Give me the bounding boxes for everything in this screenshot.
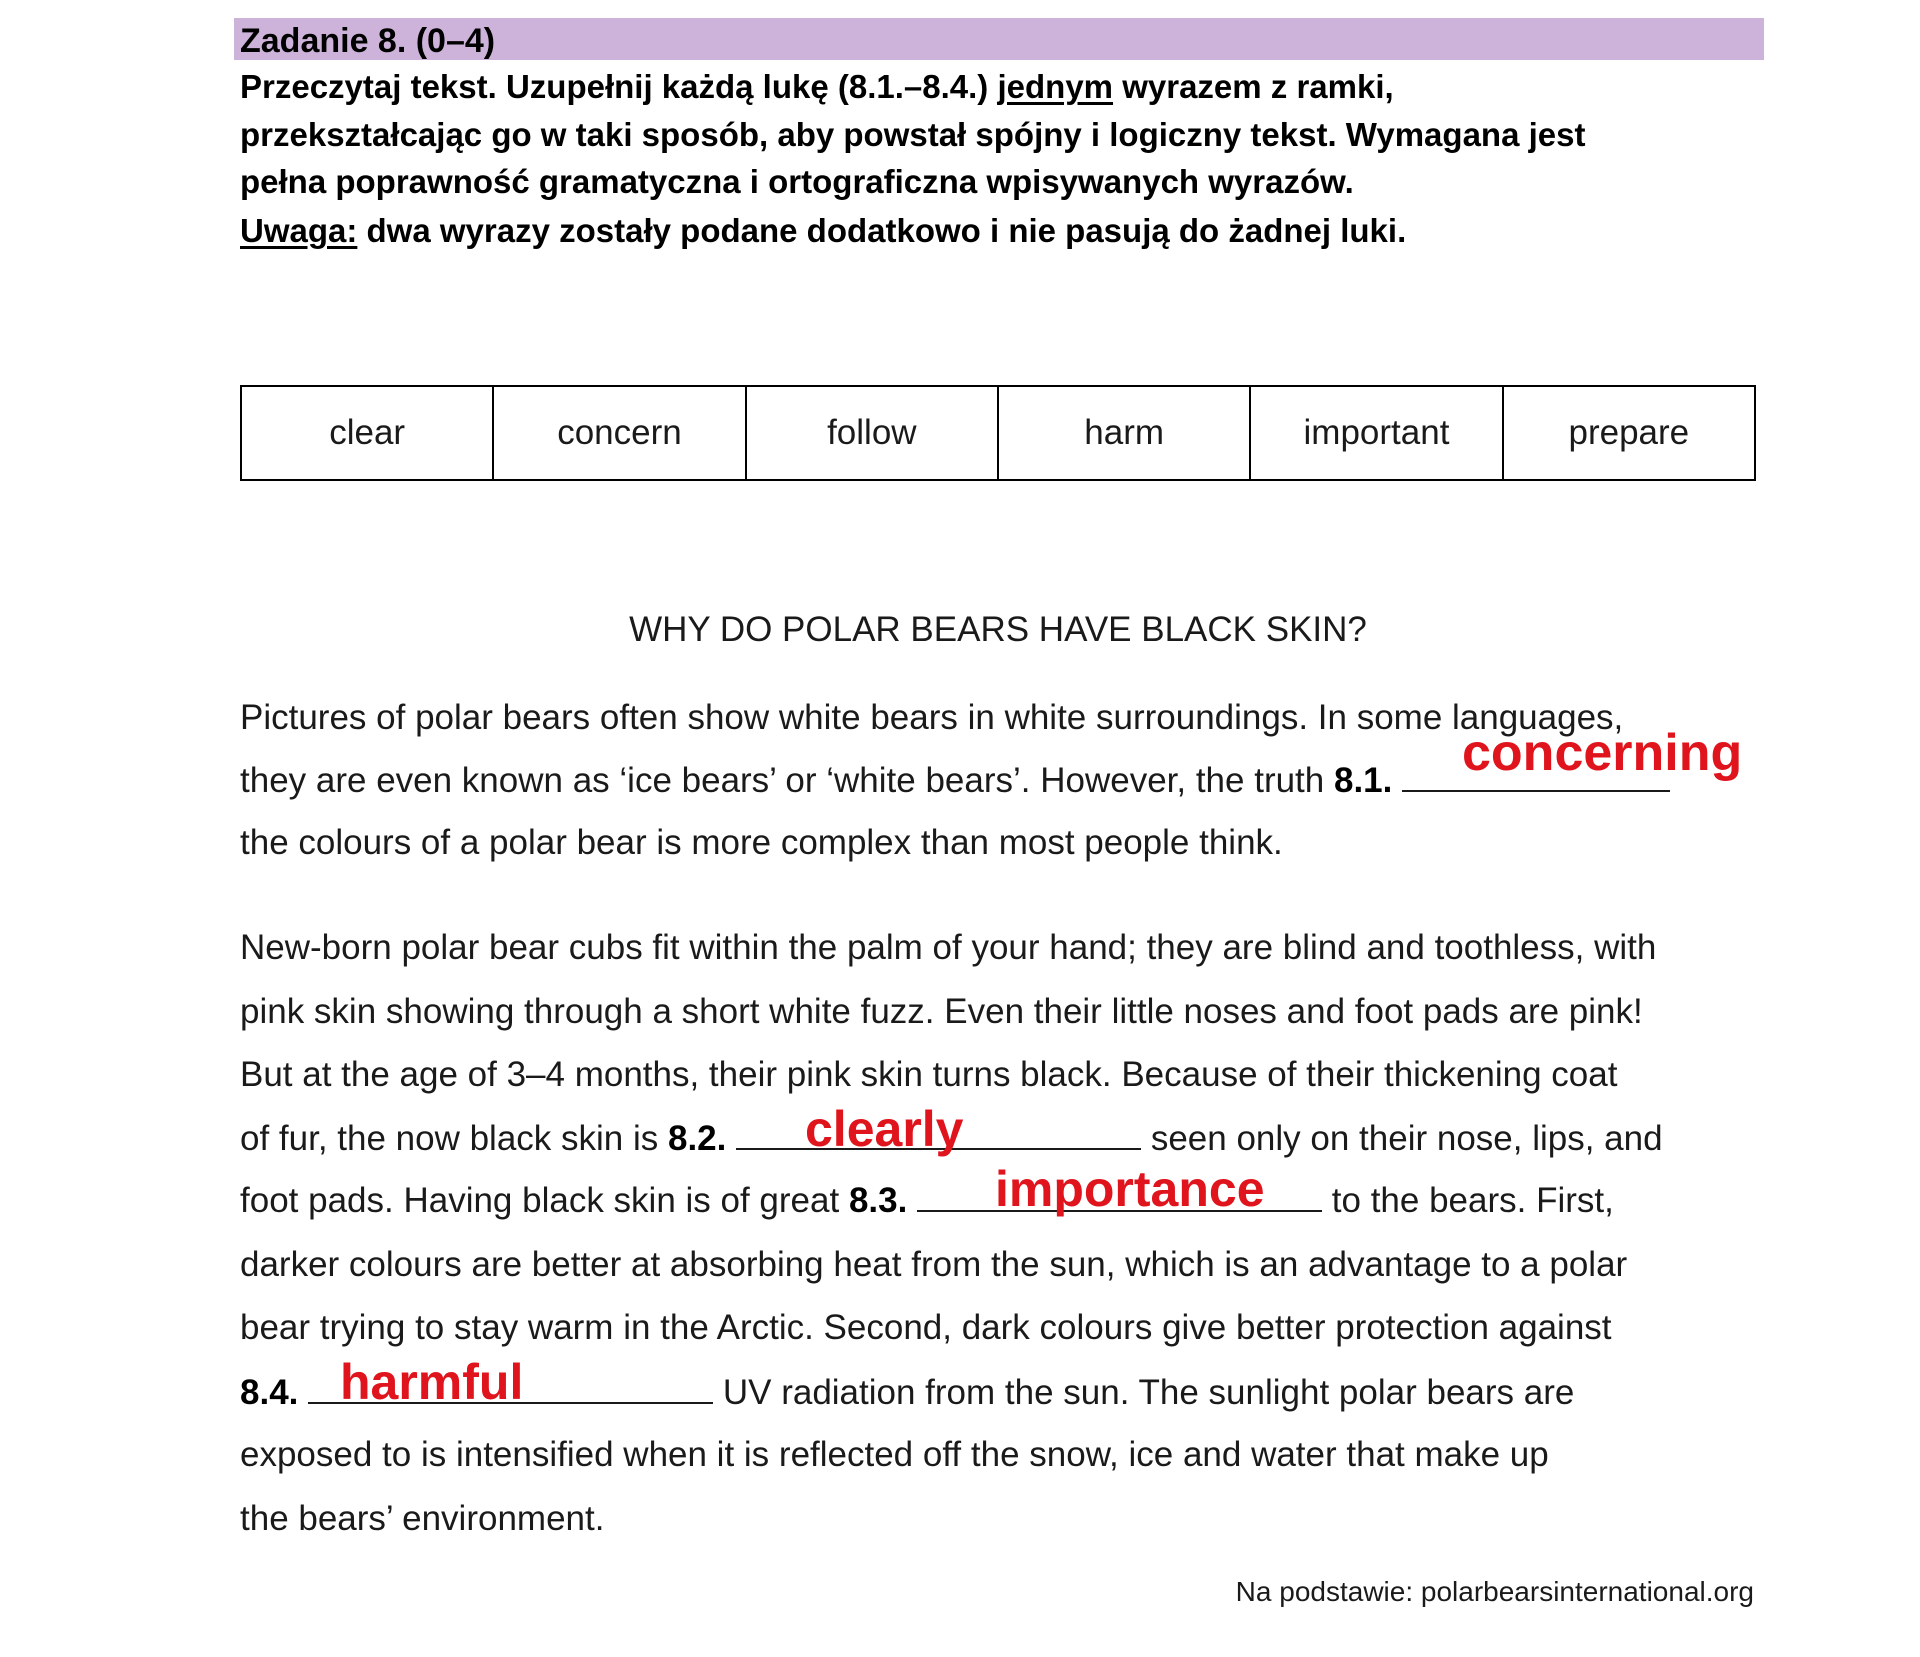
text-span: foot pads. Having black skin is of great [240,1181,849,1220]
text-line: But at the age of 3–4 months, their pink skin turns black. Because of their thickening coat [240,1055,1618,1094]
text-line [240,1180,1614,1221]
answer-8-3: importance [995,1161,1265,1217]
note-label: Uwaga: [240,212,358,249]
gap-number: 8.2. [667,1119,727,1158]
instruction-note [240,212,1406,250]
text-line: pink skin showing through a short white fuzz. Even their little noses and foot pads are pink! [240,992,1643,1031]
text-span: seen only on their nose, lips, and [1141,1119,1663,1158]
text-span: to the bears. First, [1322,1181,1614,1220]
word-box-item: clear [242,387,494,479]
text-line: exposed to is intensified when it is reflected off the snow, ice and water that make up [240,1435,1549,1474]
word-box [240,385,1756,481]
word-box-item: important [1251,387,1503,479]
answer-8-4: harmful [340,1354,524,1410]
text-line: darker colours are better at absorbing heat from the sun, which is an advantage to a polar [240,1245,1628,1284]
gap-number: 8.3. [848,1181,908,1220]
text-span: they are even known as ‘ice bears’ or ‘white bears’. However, the truth [240,761,1334,800]
instruction-line-3: pełna poprawność gramatyczna i ortograficzna wpisywanych wyrazów. [240,163,1354,200]
word-box-item: harm [999,387,1251,479]
instruction-line-1 [240,68,1394,106]
word-box-item: prepare [1568,413,1690,452]
word-box-item: follow [747,387,999,479]
gap-number: 8.1. [1333,761,1393,800]
task-title: Zadanie 8. (0–4) [240,22,496,60]
answer-8-1: concerning [1462,724,1743,782]
word-box-item: concern [494,387,746,479]
note-text: dwa wyrazy zostały podane dodatkowo i nie pasują do żadnej luki. [357,212,1407,249]
instruction-line-2: przekształcając go w taki sposób, aby powstał spójny i logiczny tekst. Wymagana jest [240,116,1586,153]
answer-8-2: clearly [805,1101,964,1157]
article-title: WHY DO POLAR BEARS HAVE BLACK SKIN? [629,610,1367,649]
text-span: of fur, the now black skin is [240,1119,668,1158]
text-line [240,760,1670,801]
text-line: New-born polar bear cubs fit within the palm of your hand; they are blind and toothless, with [240,928,1657,967]
text-line: bear trying to stay warm in the Arctic. Second, dark colours give better protection against [240,1308,1612,1347]
task-header-band [234,18,1764,60]
gap-number: 8.4. [240,1373,299,1412]
text-line: the colours of a polar bear is more complex than most people think. [240,823,1283,862]
text-span: UV radiation from the sun. The sunlight polar bears are [713,1373,1575,1412]
text-line: the bears’ environment. [240,1499,605,1538]
text-line: Pictures of polar bears often show white bears in white surroundings. In some languages, [240,698,1624,737]
instruction-emphasis: jednym [997,68,1114,105]
instruction-text: Przeczytaj tekst. Uzupełnij każdą lukę (8.1.–8.4.) [240,68,998,105]
instruction-text: wyrazem z ramki, [1113,68,1394,105]
source-citation: Na podstawie: polarbearsinternational.org [1235,1576,1754,1607]
